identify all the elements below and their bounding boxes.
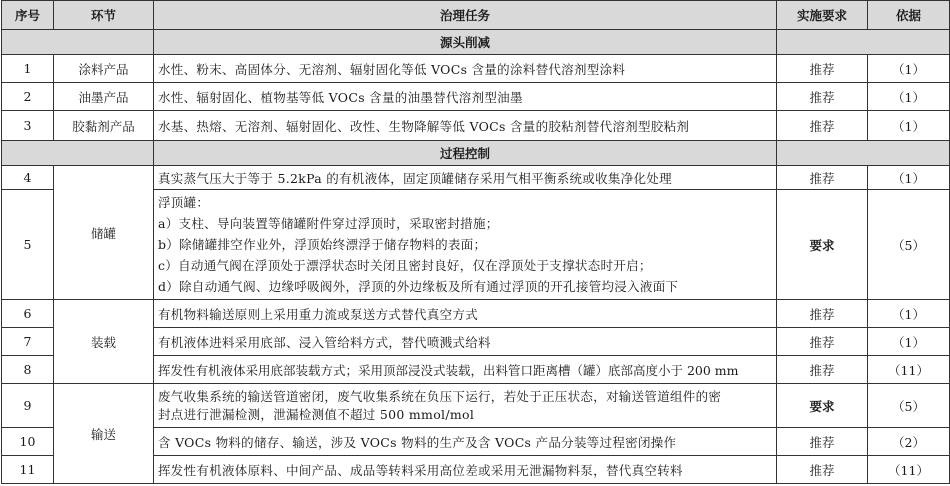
row-requirement: 要求	[777, 190, 868, 300]
row-requirement: 推荐	[777, 328, 868, 356]
header-stage: 环节	[54, 1, 154, 30]
table-row	[2, 300, 950, 328]
row-task: 水性、粉末、高固体分、无溶剂、辐射固化等低 VOCs 含量的涂料替代溶剂型涂料	[154, 55, 777, 83]
task-line: c）自动通气阀在浮顶处于漂浮状态时关闭且密封良好，仅在浮顶处于支撑状态时开启；	[158, 258, 652, 273]
row-requirement: 推荐	[777, 356, 868, 384]
row-no: 1	[2, 55, 54, 83]
row-stage: 油墨产品	[54, 83, 154, 111]
row-no: 7	[2, 328, 54, 356]
row-task-multiline	[154, 190, 777, 300]
row-requirement: 推荐	[777, 428, 868, 456]
header-requirement: 实施要求	[777, 1, 868, 30]
table-row	[2, 111, 950, 141]
row-requirement: 要求	[777, 384, 868, 428]
section-row-source	[2, 30, 950, 55]
group-loading: 装载	[54, 300, 154, 384]
row-basis: （11）	[868, 356, 950, 384]
group-storage: 储罐	[54, 166, 154, 300]
row-requirement: 推荐	[777, 300, 868, 328]
row-basis: （2）	[868, 428, 950, 456]
header-basis: 依据	[868, 1, 950, 30]
row-stage: 涂料产品	[54, 55, 154, 83]
row-task: 真实蒸气压大于等于 5.2kPa 的有机液体，固定顶罐储存采用气相平衡系统或收集净化处理	[154, 166, 777, 190]
row-requirement: 推荐	[777, 55, 868, 83]
row-no: 8	[2, 356, 54, 384]
row-requirement: 推荐	[777, 111, 868, 141]
header-task: 治理任务	[154, 1, 777, 30]
header-no: 序号	[2, 1, 54, 30]
task-line: a）支柱、导向装置等储罐附件穿过浮顶时，采取密封措施；	[158, 216, 499, 231]
table-row	[2, 83, 950, 111]
table-row	[2, 166, 950, 190]
task-line: 封点进行泄漏检测，泄漏检测值不超过 500 mmol/mol	[158, 406, 475, 422]
row-task: 水性、辐射固化、植物基等低 VOCs 含量的油墨替代溶剂型油墨	[154, 83, 777, 111]
row-no: 9	[2, 384, 54, 428]
row-task: 挥发性有机液体原料、中间产品、成品等转料采用高位差或采用无泄漏物料泵，替代真空转料	[154, 456, 777, 484]
row-requirement: 推荐	[777, 83, 868, 111]
row-basis: （1）	[868, 328, 950, 356]
row-no: 5	[2, 190, 54, 300]
row-basis: （1）	[868, 83, 950, 111]
task-line: 浮顶罐：	[158, 195, 210, 210]
row-stage: 胶黏剂产品	[54, 111, 154, 141]
table-row	[2, 384, 950, 428]
row-task: 含 VOCs 物料的储存、输送，涉及 VOCs 物料的生产及含 VOCs 产品分装等过程密闭操作	[154, 428, 777, 456]
section-row-process	[2, 141, 950, 166]
group-transport: 输送	[54, 384, 154, 484]
table-row	[2, 55, 950, 83]
row-basis: （5）	[868, 190, 950, 300]
row-no: 11	[2, 456, 54, 484]
task-line: b）除储罐排空作业外，浮顶始终漂浮于储存物料的表面；	[158, 237, 487, 252]
row-basis: （1）	[868, 166, 950, 190]
row-basis: （11）	[868, 456, 950, 484]
section-title-source: 源头削减	[154, 30, 777, 55]
row-task-multiline	[154, 384, 777, 428]
row-task: 挥发性有机液体采用底部装载方式；采用顶部浸没式装载，出料管口距离槽（罐）底部高度小于 200 mm	[154, 356, 777, 384]
governance-table	[1, 0, 950, 484]
row-basis: （5）	[868, 384, 950, 428]
row-task: 有机液体进料采用底部、浸入管给料方式，替代喷溅式给料	[154, 328, 777, 356]
task-line: 废气收集系统的输送管道密闭，废气收集系统在负压下运行，若处于正压状态，对输送管道组件的密	[158, 388, 722, 404]
header-row	[2, 1, 950, 30]
row-basis: （1）	[868, 111, 950, 141]
row-no: 4	[2, 166, 54, 190]
row-no: 10	[2, 428, 54, 456]
row-basis: （1）	[868, 55, 950, 83]
row-task: 有机物料输送原则上采用重力流或泵送方式替代真空方式	[154, 300, 777, 328]
row-basis: （1）	[868, 300, 950, 328]
row-no: 6	[2, 300, 54, 328]
row-task: 水基、热熔、无溶剂、辐射固化、改性、生物降解等低 VOCs 含量的胶粘剂替代溶剂型胶粘剂	[154, 111, 777, 141]
row-requirement: 推荐	[777, 456, 868, 484]
row-requirement: 推荐	[777, 166, 868, 190]
row-no: 2	[2, 83, 54, 111]
task-line: d）除自动通气阀、边缘呼吸阀外，浮顶的外边缘板及所有通过浮顶的开孔接管均浸入液面下	[158, 279, 679, 294]
section-title-process: 过程控制	[154, 141, 777, 166]
row-no: 3	[2, 111, 54, 141]
